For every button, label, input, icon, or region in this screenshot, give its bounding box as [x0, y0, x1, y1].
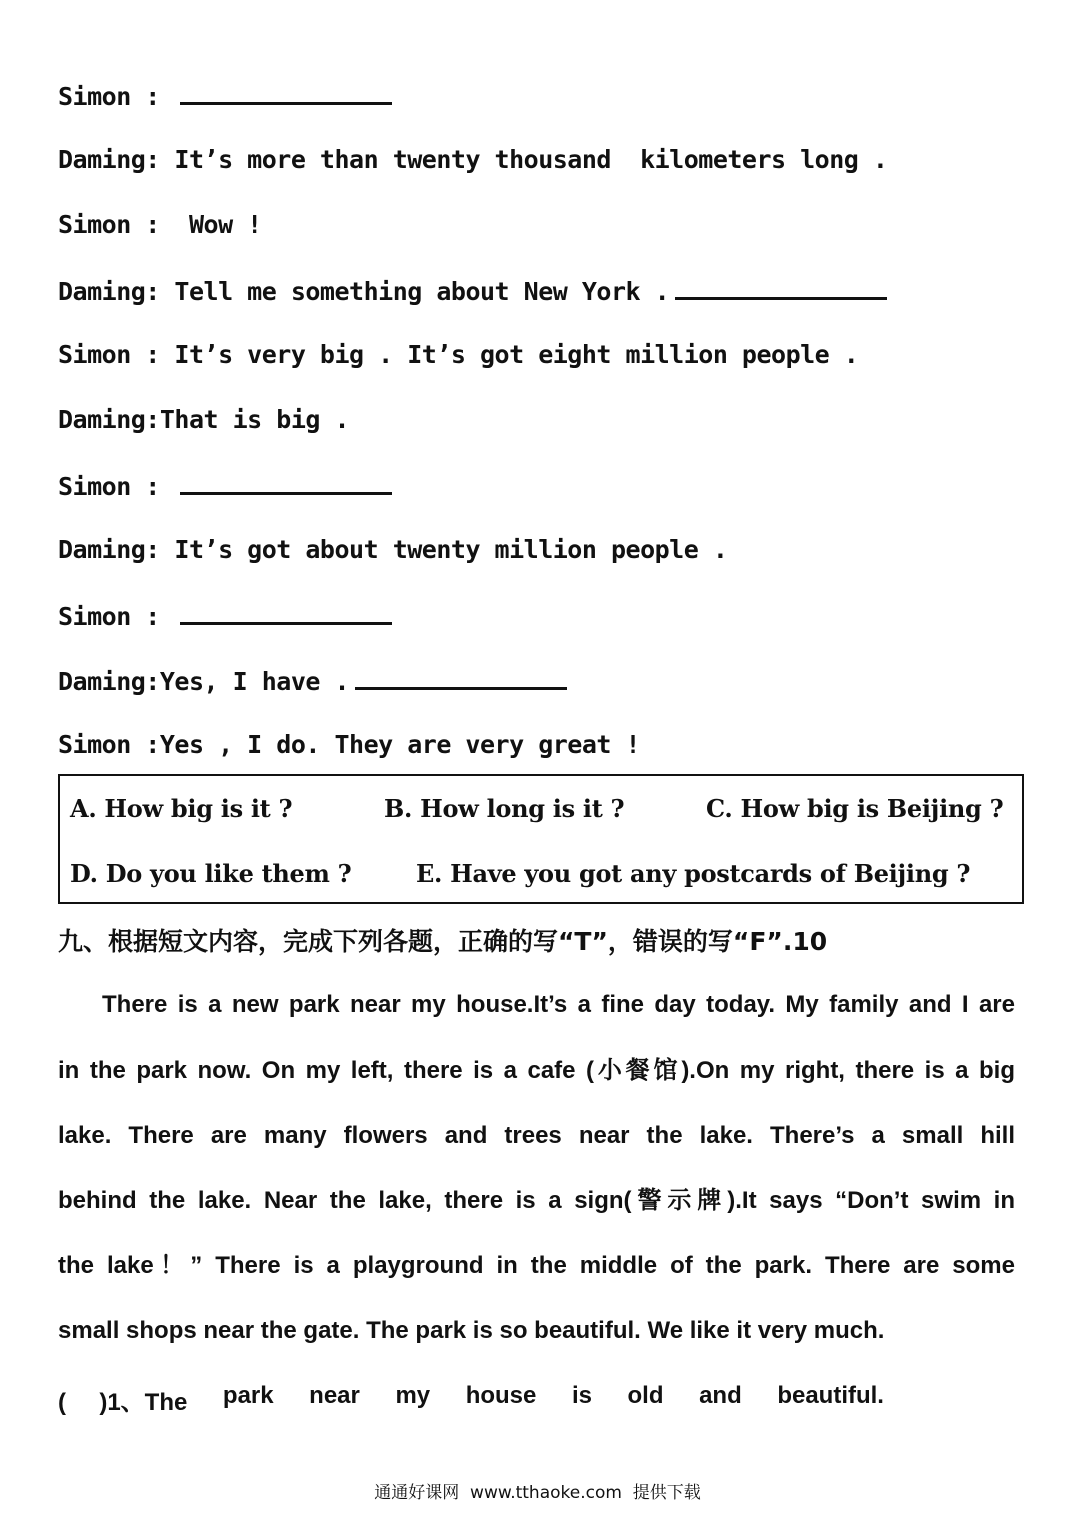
question-word: near	[309, 1382, 360, 1409]
question-word: is	[571, 1382, 592, 1409]
dialogue-line-7	[58, 470, 392, 502]
option-c: C. How big is Beijing ?	[706, 794, 1004, 823]
passage-line-1: There is a new park near my house.It’s a fine day today. My family and I are	[102, 991, 1015, 1018]
speaker: Daming:	[58, 535, 160, 564]
dialogue-line-10: Daming:Yes, I have .	[58, 665, 567, 697]
question-word: park	[222, 1382, 274, 1409]
dialogue-line-5: Simon : It’s very big . It’s got eight million people .	[58, 340, 859, 369]
question-word: and	[699, 1382, 742, 1409]
dialogue-line-4: Daming: Tell me something about New York .	[58, 275, 887, 307]
passage-line-5: the lake！” There is a playground in the middle of the park. There are some	[58, 1252, 1015, 1279]
speaker: Daming:	[58, 145, 160, 174]
speaker: Simon :	[58, 602, 160, 631]
passage-line-4: behind the lake. Near the lake, there is a sign(警示牌).It says “Don’t swim in	[58, 1187, 1015, 1214]
passage-line-3: lake. There are many flowers and trees near the lake. There’s a small hill	[58, 1122, 1015, 1149]
option-b: B. How long is it ?	[384, 794, 625, 823]
page-footer: 通通好课网 www.tthaoke.com 提供下载	[374, 1483, 701, 1503]
passage-line-6: small shops near the gate. The park is so beautiful. We like it very much.	[58, 1317, 885, 1344]
answer-blank[interactable]	[355, 665, 567, 690]
speaker: Simon :	[58, 730, 160, 759]
option-e: E. Have you got any postcards of Beijing ?	[416, 859, 971, 888]
question-word: my	[395, 1382, 431, 1409]
dialogue-line-11: Simon :Yes , I do. They are very great !	[58, 730, 641, 759]
speaker: Daming:	[58, 277, 160, 306]
speaker: Daming:	[58, 667, 160, 696]
speaker: Daming:	[58, 405, 160, 434]
answer-blank[interactable]	[180, 80, 392, 105]
speaker: Simon :	[58, 340, 160, 369]
option-d: D. Do you like them ?	[70, 859, 352, 888]
option-a: A. How big is it ?	[70, 794, 293, 823]
question-word: beautiful.	[777, 1382, 884, 1409]
dialogue-line-2: Daming: It’s more than twenty thousand kilometers long .	[58, 145, 888, 174]
speaker: Simon :	[58, 210, 160, 239]
speaker: Simon :	[58, 472, 160, 501]
question-word: old	[627, 1382, 664, 1409]
dialogue-line-6: Daming:That is big .	[58, 405, 350, 434]
section-heading: 九、根据短文内容，完成下列各题，正确的写“T”，错误的写“F”.10	[58, 927, 828, 956]
dialogue-line-9	[58, 600, 392, 632]
speaker: Simon :	[58, 82, 160, 111]
dialogue-line-1	[58, 80, 392, 112]
options-box	[58, 774, 1024, 904]
answer-blank[interactable]	[180, 600, 392, 625]
question-word: house	[465, 1382, 537, 1409]
question-1-answer-bracket[interactable]: ( )1、The	[58, 1389, 188, 1416]
passage-line-2: in the park now. On my left, there is a cafe (小餐馆).On my right, there is a big	[58, 1057, 1015, 1084]
answer-blank[interactable]	[675, 275, 887, 300]
dialogue-line-8: Daming: It’s got about twenty million people .	[58, 535, 728, 564]
answer-blank[interactable]	[180, 470, 392, 495]
question-1	[58, 1382, 884, 1417]
dialogue-line-3: Simon : Wow !	[58, 210, 262, 239]
